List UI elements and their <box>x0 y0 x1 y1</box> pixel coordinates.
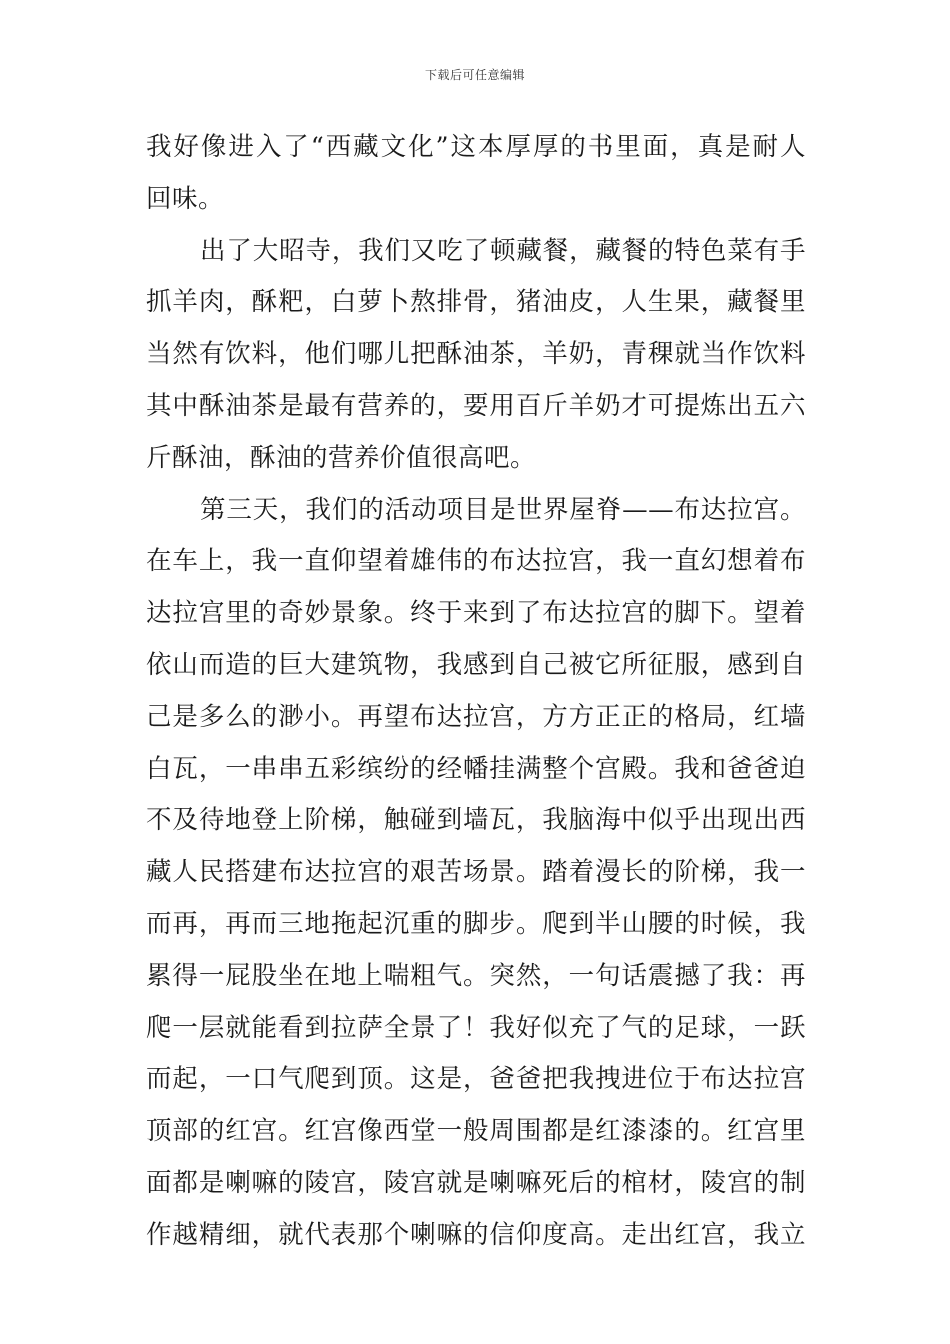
text-line: 当然有饮料，他们哪儿把酥油茶，羊奶，青稞就当作饮料 <box>146 339 806 370</box>
text-line: 不及待地登上阶梯，触碰到墙瓦，我脑海中似乎出现出西 <box>146 805 806 836</box>
text-line: 达拉宫里的奇妙景象。终于来到了布达拉宫的脚下。望着 <box>146 598 806 629</box>
text-line: 而起，一口气爬到顶。这是，爸爸把我拽进位于布达拉宫 <box>146 1064 806 1095</box>
text-line: 己是多么的渺小。再望布达拉宫，方方正正的格局，红墙 <box>146 701 806 732</box>
text-line: 藏人民搭建布达拉宫的艰苦场景。踏着漫长的阶梯，我一 <box>146 857 806 888</box>
text-line: 依山而造的巨大建筑物，我感到自己被它所征服，感到自 <box>146 649 806 680</box>
paragraph-first-line: 第三天，我们的活动项目是世界屋脊——布达拉宫。 <box>200 494 806 525</box>
page-header-note: 下载后可任意编辑 <box>424 68 525 82</box>
text-line: 我好像进入了“西藏文化”这本厚厚的书里面，真是耐人 <box>146 132 806 162</box>
text-line: 爬一层就能看到拉萨全景了！我好似充了气的足球，一跃 <box>146 1012 806 1043</box>
text-line: 顶部的红宫。红宫像西堂一般周围都是红漆漆的。红宫里 <box>146 1116 806 1147</box>
text-line: 在车上，我一直仰望着雄伟的布达拉宫，我一直幻想着布 <box>146 546 806 577</box>
text-line: 面都是喇嘛的陵宫，陵宫就是喇嘛死后的棺材，陵宫的制 <box>146 1167 806 1198</box>
text-line: 累得一屁股坐在地上喘粗气。突然，一句话震撼了我：再 <box>146 960 806 991</box>
text-line: 抓羊肉，酥粑，白萝卜熬排骨，猪油皮，人生果，藏餐里 <box>146 287 806 318</box>
text-line: 作越精细，就代表那个喇嘛的信仰度高。走出红宫，我立 <box>146 1219 806 1250</box>
document-body <box>146 122 806 1262</box>
paragraph-first-line: 出了大昭寺，我们又吃了顿藏餐，藏餐的特色菜有手 <box>200 235 806 266</box>
text-line: 回味。 <box>146 183 225 214</box>
text-line: 其中酥油茶是最有营养的，要用百斤羊奶才可提炼出五六 <box>146 390 806 421</box>
text-line: 斤酥油，酥油的营养价值很高吧。 <box>146 442 537 473</box>
text-line: 白瓦，一串串五彩缤纷的经幡挂满整个宫殿。我和爸爸迫 <box>146 753 806 784</box>
text-line: 而再，再而三地拖起沉重的脚步。爬到半山腰的时候，我 <box>146 908 806 939</box>
